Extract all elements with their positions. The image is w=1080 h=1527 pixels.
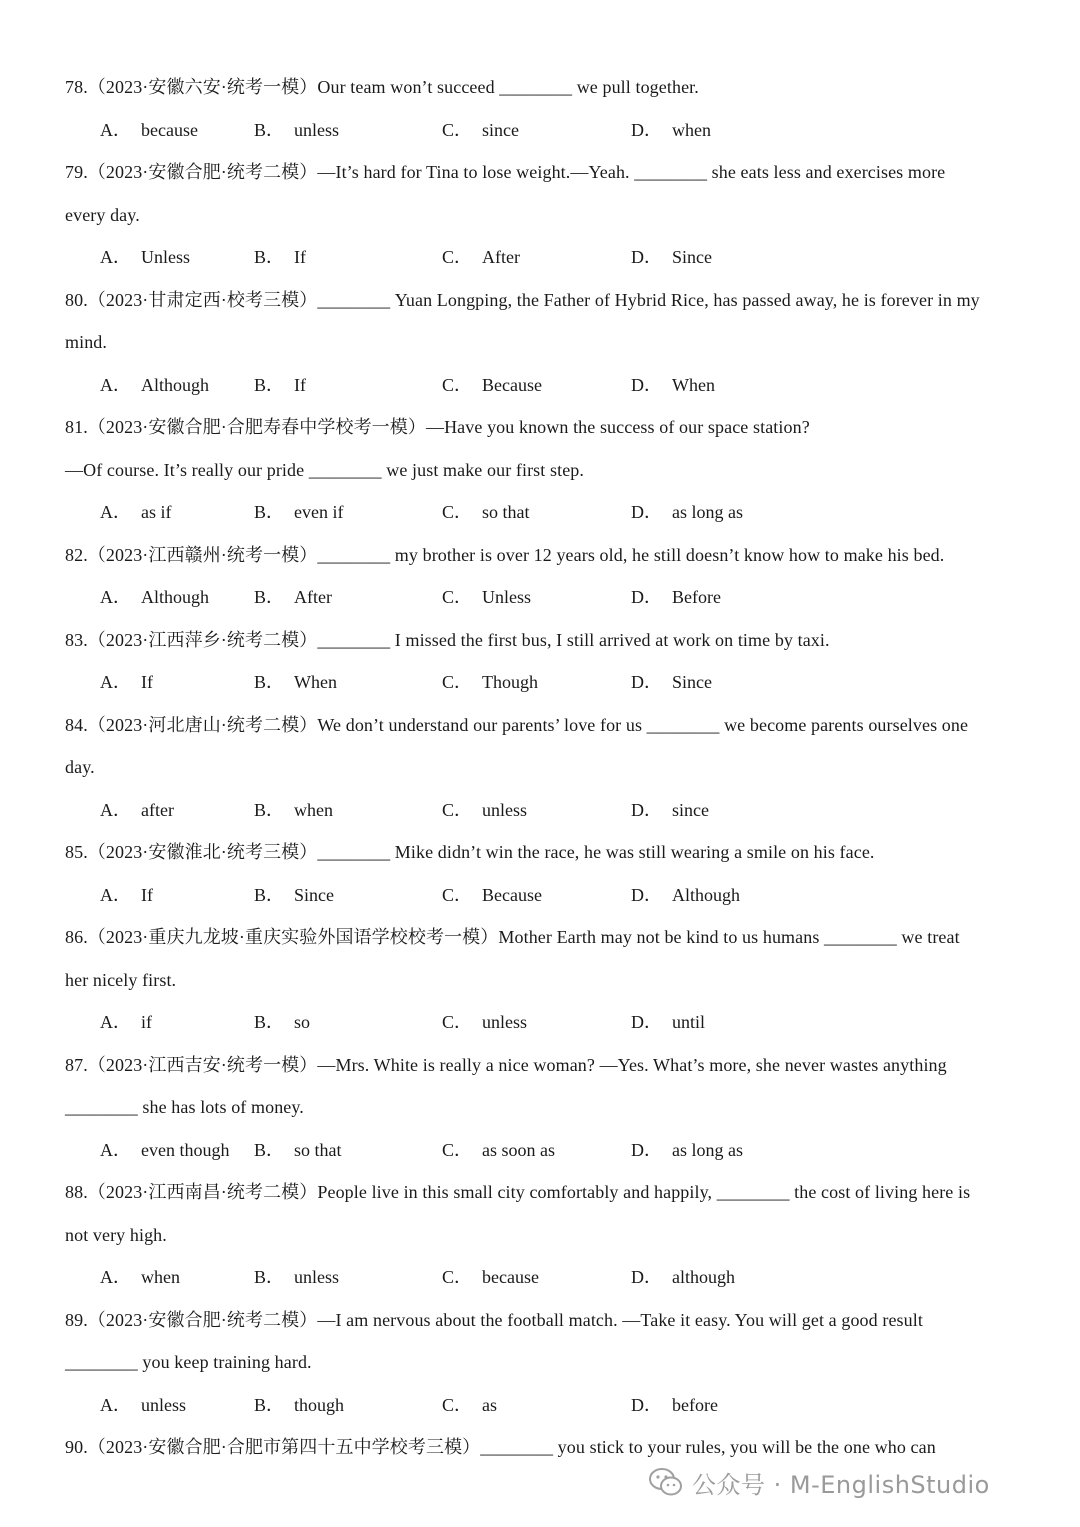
- question-stem: 83.（2023·江西萍乡·统考二模）________ I missed the first bus, I still arrived at work on time by taxi.: [65, 629, 830, 650]
- option-text: so that: [294, 1139, 342, 1160]
- option-text: though: [294, 1394, 345, 1415]
- answer-option[interactable]: [631, 1394, 718, 1416]
- answer-option[interactable]: [254, 1394, 344, 1416]
- option-letter: D．: [631, 374, 662, 395]
- option-letter: D．: [631, 672, 662, 692]
- option-letter: C．: [442, 247, 473, 267]
- answer-option[interactable]: [442, 1394, 497, 1416]
- answer-options: [0, 884, 1080, 906]
- question-stem: 87.（2023·江西吉安·统考一模）—Mrs. White is really a nice woman? —Yes. What’s more, she never wastes anything: [65, 1054, 947, 1075]
- option-letter: D．: [631, 799, 662, 820]
- option-letter: A．: [100, 1012, 131, 1032]
- option-letter: C．: [442, 799, 473, 820]
- option-text: since: [672, 799, 709, 820]
- option-letter: D．: [631, 884, 662, 905]
- answer-options: [0, 1139, 1080, 1161]
- option-text: even if: [294, 502, 344, 522]
- answer-option[interactable]: [254, 1011, 310, 1033]
- option-letter: C．: [442, 374, 473, 395]
- option-letter: A．: [100, 502, 131, 522]
- question-stem: 84.（2023·河北唐山·统考二模）We don’t understand our parents’ love for us ________ we become parents ourselves one: [65, 714, 969, 735]
- answer-option[interactable]: [254, 671, 337, 693]
- option-text: Because: [482, 374, 542, 395]
- option-letter: B．: [254, 884, 285, 905]
- answer-option[interactable]: [631, 884, 740, 906]
- answer-option[interactable]: [254, 884, 334, 906]
- answer-option[interactable]: [254, 1139, 342, 1161]
- option-text: Since: [672, 672, 712, 692]
- question-stem: 78.（2023·安徽六安·统考一模）Our team won’t succeed ________ we pull together.: [65, 77, 699, 97]
- option-text: as long as: [672, 1139, 743, 1160]
- answer-option[interactable]: [100, 501, 172, 523]
- question-stem-continued: —Of course. It’s really our pride ________ we just make our first step.: [65, 459, 584, 480]
- answer-option[interactable]: [100, 884, 153, 906]
- option-letter: A．: [100, 672, 131, 692]
- answer-option[interactable]: [442, 799, 527, 821]
- answer-option[interactable]: [442, 884, 542, 906]
- answer-option[interactable]: [100, 1011, 152, 1033]
- question-stem: 88.（2023·江西南昌·统考二模）People live in this small city comfortably and happily, ________ the cost of living here is: [65, 1182, 971, 1202]
- question-stem: 79.（2023·安徽合肥·统考二模）—It’s hard for Tina to lose weight.—Yeah. ________ she eats less and exercises more: [65, 162, 946, 182]
- option-text: If: [294, 374, 307, 395]
- option-text: if: [141, 1012, 152, 1032]
- option-letter: A．: [100, 587, 131, 607]
- answer-option[interactable]: [442, 119, 519, 141]
- option-letter: D．: [631, 1267, 662, 1287]
- option-text: If: [141, 884, 153, 905]
- answer-option[interactable]: [631, 374, 715, 396]
- option-letter: B．: [254, 1394, 285, 1415]
- option-text: when: [672, 119, 711, 140]
- option-letter: B．: [254, 502, 285, 522]
- option-text: until: [672, 1012, 706, 1032]
- option-letter: D．: [631, 119, 662, 140]
- answer-options: [0, 119, 1080, 141]
- question-stem-continued: her nicely first.: [65, 969, 177, 990]
- answer-option[interactable]: [254, 246, 306, 268]
- option-letter: C．: [442, 1139, 473, 1160]
- option-letter: C．: [442, 1012, 473, 1032]
- option-letter: B．: [254, 374, 285, 395]
- option-letter: B．: [254, 247, 285, 267]
- question-stem-continued: ________ you keep training hard.: [65, 1352, 312, 1372]
- question-stem-continued: mind.: [65, 332, 108, 352]
- option-letter: C．: [442, 587, 473, 607]
- option-text: after: [141, 799, 174, 820]
- answer-option[interactable]: [100, 671, 153, 693]
- option-text: since: [482, 119, 519, 140]
- option-text: so: [294, 1012, 311, 1032]
- option-text: before: [672, 1394, 718, 1415]
- answer-options: [0, 671, 1080, 693]
- option-text: even though: [141, 1139, 230, 1160]
- option-letter: D．: [631, 1012, 662, 1032]
- answer-option[interactable]: [631, 501, 743, 523]
- answer-option[interactable]: [100, 374, 209, 396]
- answer-option[interactable]: [442, 1011, 527, 1033]
- option-text: as soon as: [482, 1139, 556, 1160]
- option-text: so that: [482, 502, 530, 522]
- option-text: when: [141, 1267, 180, 1287]
- answer-options: [0, 799, 1080, 821]
- option-letter: C．: [442, 672, 473, 692]
- answer-option[interactable]: [100, 1139, 229, 1161]
- option-letter: A．: [100, 1139, 131, 1160]
- question-stem: 90.（2023·安徽合肥·合肥市第四十五中学校考三模）________ you stick to your rules, you will be the one who can: [65, 1437, 936, 1457]
- question-stem-continued: ________ she has lots of money.: [65, 1097, 304, 1117]
- option-letter: A．: [100, 374, 131, 395]
- option-text: Unless: [482, 587, 532, 607]
- answer-option[interactable]: [254, 501, 344, 523]
- answer-option[interactable]: [442, 501, 530, 523]
- answer-option[interactable]: [631, 1266, 735, 1288]
- answer-option[interactable]: [631, 1139, 743, 1161]
- answer-option[interactable]: [254, 1266, 339, 1288]
- option-letter: B．: [254, 119, 285, 140]
- answer-option[interactable]: [442, 671, 538, 693]
- option-letter: D．: [631, 502, 662, 522]
- option-text: After: [294, 587, 332, 607]
- option-text: unless: [294, 119, 340, 140]
- option-letter: C．: [442, 502, 473, 522]
- answer-option[interactable]: [442, 1266, 539, 1288]
- question-stem: 82.（2023·江西赣州·统考一模）________ my brother is over 12 years old, he still doesn’t know how to make his bed.: [65, 544, 945, 565]
- answer-options: [0, 501, 1080, 523]
- option-letter: A．: [100, 247, 131, 267]
- answer-option[interactable]: [631, 671, 712, 693]
- answer-option[interactable]: [100, 119, 198, 141]
- answer-options: [0, 246, 1080, 268]
- option-letter: D．: [631, 1394, 662, 1415]
- option-text: Although: [141, 587, 210, 607]
- option-letter: B．: [254, 1012, 285, 1032]
- option-letter: B．: [254, 1139, 285, 1160]
- option-text: Although: [141, 374, 210, 395]
- option-letter: C．: [442, 1394, 473, 1415]
- question-stem-continued: not very high.: [65, 1224, 167, 1245]
- answer-option[interactable]: [442, 374, 542, 396]
- option-letter: A．: [100, 1394, 131, 1415]
- answer-option[interactable]: [631, 1011, 705, 1033]
- answer-option[interactable]: [254, 374, 306, 396]
- option-letter: B．: [254, 1267, 285, 1287]
- option-letter: A．: [100, 799, 131, 820]
- question-stem-continued: every day.: [65, 204, 140, 225]
- option-text: Before: [672, 587, 721, 607]
- answer-option[interactable]: [442, 586, 531, 608]
- wechat-icon: [648, 1466, 684, 1498]
- option-letter: B．: [254, 799, 285, 820]
- option-letter: D．: [631, 1139, 662, 1160]
- option-text: unless: [482, 799, 528, 820]
- option-text: as: [482, 1394, 498, 1415]
- answer-option[interactable]: [100, 586, 209, 608]
- answer-option[interactable]: [631, 586, 721, 608]
- option-letter: C．: [442, 119, 473, 140]
- option-text: After: [482, 247, 520, 267]
- answer-option[interactable]: [254, 586, 332, 608]
- answer-option[interactable]: [254, 799, 333, 821]
- answer-options: [0, 374, 1080, 396]
- answer-option[interactable]: [631, 119, 711, 141]
- option-letter: D．: [631, 587, 662, 607]
- option-text: Unless: [141, 247, 190, 267]
- option-text: Though: [482, 672, 539, 692]
- option-text: unless: [141, 1394, 186, 1415]
- option-text: Although: [672, 884, 741, 905]
- watermark-text: 公众号 · M-EnglishStudio: [692, 1470, 990, 1499]
- question-stem: 86.（2023·重庆九龙坡·重庆实验外国语学校校考一模）Mother Earth may not be kind to us humans ________ we treat: [65, 927, 960, 947]
- option-text: unless: [294, 1267, 340, 1287]
- option-text: as long as: [672, 502, 743, 522]
- option-letter: B．: [254, 672, 285, 692]
- option-text: Because: [482, 884, 542, 905]
- option-letter: B．: [254, 587, 285, 607]
- answer-option[interactable]: [100, 799, 174, 821]
- option-letter: A．: [100, 1267, 131, 1287]
- option-letter: D．: [631, 247, 662, 267]
- question-stem: 80.（2023·甘肃定西·校考三模）________ Yuan Longping, the Father of Hybrid Rice, has passed away, he is forever in my: [65, 289, 980, 310]
- option-text: unless: [482, 1012, 528, 1032]
- option-text: If: [141, 672, 153, 692]
- option-letter: A．: [100, 884, 131, 905]
- option-letter: C．: [442, 1267, 473, 1287]
- option-text: because: [482, 1267, 539, 1287]
- answer-option[interactable]: [442, 1139, 555, 1161]
- answer-option[interactable]: [631, 799, 709, 821]
- answer-option[interactable]: [100, 246, 190, 268]
- question-stem: 81.（2023·安徽合肥·合肥寿春中学校考一模）—Have you known the success of our space station?: [65, 417, 810, 437]
- watermark: [648, 1462, 990, 1502]
- option-text: as if: [141, 502, 172, 522]
- question-stem: 85.（2023·安徽淮北·统考三模）________ Mike didn’t win the race, he was still wearing a smile on his face.: [65, 842, 875, 862]
- option-text: Since: [294, 884, 335, 905]
- option-text: because: [141, 119, 198, 140]
- option-letter: A．: [100, 119, 131, 140]
- option-letter: C．: [442, 884, 473, 905]
- answer-option[interactable]: [100, 1394, 186, 1416]
- option-text: although: [672, 1267, 735, 1287]
- option-text: when: [294, 799, 334, 820]
- answer-option[interactable]: [442, 246, 520, 268]
- answer-options: [0, 1266, 1080, 1288]
- option-text: If: [294, 247, 307, 267]
- answer-option[interactable]: [100, 1266, 180, 1288]
- answer-options: [0, 1394, 1080, 1416]
- answer-option[interactable]: [631, 246, 712, 268]
- question-stem-continued: day.: [65, 757, 95, 777]
- option-text: Since: [672, 247, 712, 267]
- question-stem: 89.（2023·安徽合肥·统考二模）—I am nervous about the football match. —Take it easy. You will get a good result: [65, 1309, 923, 1330]
- option-text: When: [294, 672, 337, 692]
- option-text: When: [672, 374, 715, 395]
- answer-option[interactable]: [254, 119, 339, 141]
- answer-options: [0, 1011, 1080, 1033]
- answer-options: [0, 586, 1080, 608]
